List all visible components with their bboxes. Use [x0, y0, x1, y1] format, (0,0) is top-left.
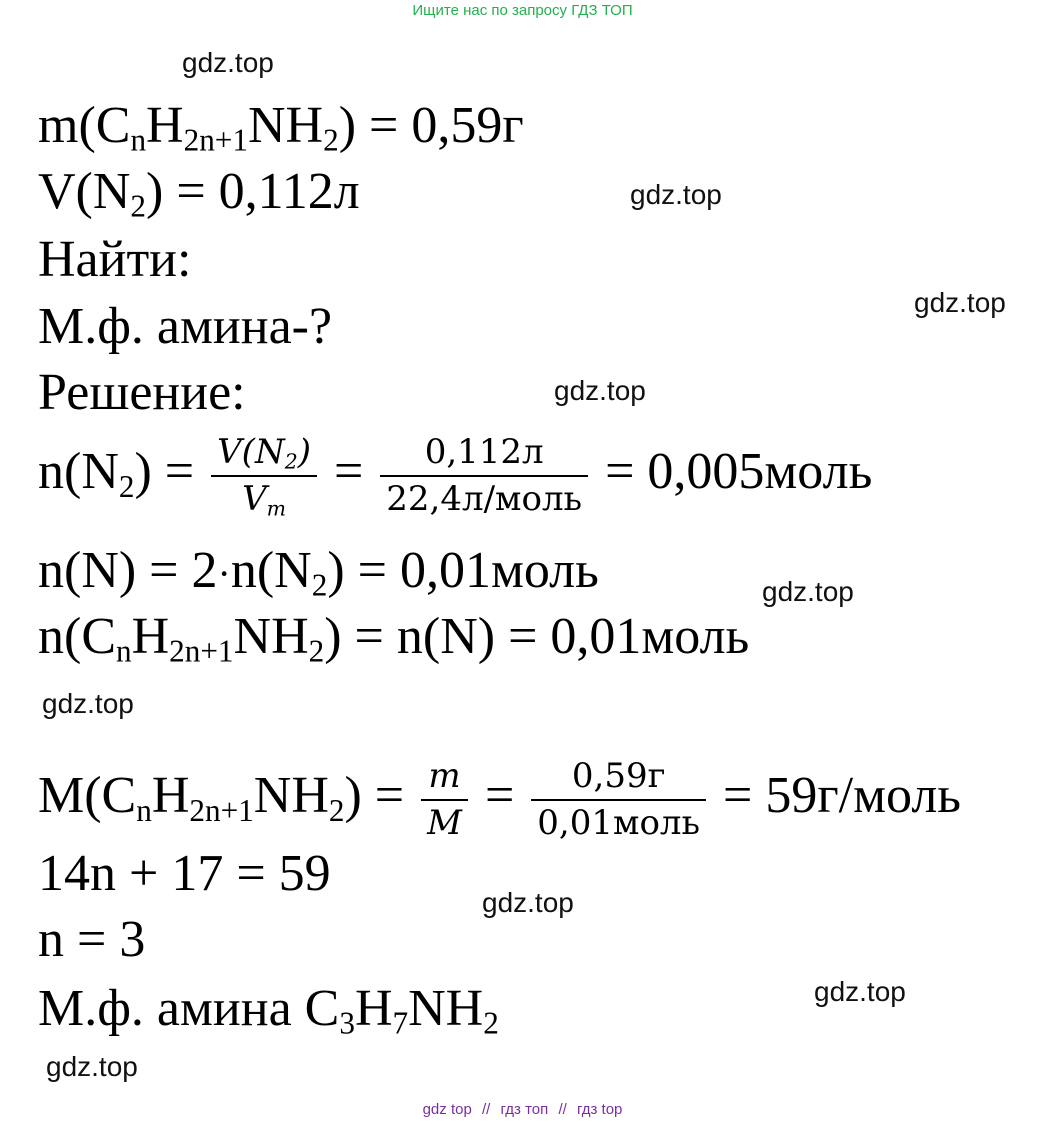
- watermark: gdz.top: [46, 1051, 138, 1082]
- footer-link-gdz-top-mixed[interactable]: гдз top: [576, 1101, 623, 1118]
- step-molar-mass: $M(C_nH_{2n+1}NH_2)$ = $\frac{m}{M}$ = $\frac{0,59г}{\text{0,01моль}}$ = 59г/моль: [38, 756, 962, 844]
- given-volume: $V(N_2) = 0,112л$: [38, 163, 360, 224]
- fraction-volume-over-molar-volume: $\frac{V(N_2)}{V_m}$: [211, 433, 317, 519]
- watermark: gdz.top: [630, 179, 722, 210]
- watermark: gdz.top: [814, 976, 906, 1007]
- step-amine-moles: $n(C_nH_{2n+1}NH_2) = n(N)$ = 0,01моль: [38, 608, 750, 669]
- find-label: Найти:: [38, 231, 192, 288]
- fraction-mass-over-moles: $\frac{m}{M}$: [421, 757, 468, 843]
- watermark: gdz.top: [554, 375, 646, 406]
- footer-links: [0, 1101, 1045, 1118]
- footer-link-gdz-top[interactable]: gdz top: [422, 1101, 472, 1118]
- step-nitrogen-moles: $n(N_2)$ = $\frac{V(N_2)}{V_m}$ = $\frac{0,112л}{\text{22,4л/моль}}$ = 0,005моль: [38, 432, 873, 521]
- watermark: gdz.top: [182, 47, 274, 78]
- watermark: gdz.top: [42, 688, 134, 719]
- search-banner: Ищите нас по запросу ГДЗ ТОП: [412, 2, 633, 19]
- solution-label: Решение:: [38, 364, 246, 421]
- step-atomic-nitrogen: $n(N) = 2\cdot n(N_2)$ = 0,01моль: [38, 542, 599, 603]
- fraction-numeric-mass: $\frac{0,59г}{\text{0,01моль}}$: [531, 757, 706, 843]
- footer-separator: //: [481, 1101, 491, 1118]
- step-equation: 14n + 17 = 59: [38, 845, 331, 902]
- watermark: gdz.top: [914, 287, 1006, 318]
- watermark: gdz.top: [482, 887, 574, 918]
- find-text: М.ф. амина-?: [38, 298, 333, 355]
- given-mass: $m(C_nH_{2n+1}NH_2) = 0,59г$: [38, 97, 524, 158]
- step-n-value: n = 3: [38, 911, 146, 968]
- footer-separator: //: [558, 1101, 567, 1118]
- footer-link-gdz-top-ru[interactable]: гдз топ: [500, 1101, 549, 1118]
- answer-formula: М.ф. амина $C_3H_7NH_2$: [38, 980, 499, 1041]
- watermark: gdz.top: [762, 576, 854, 607]
- fraction-numeric-volume: $\frac{0,112л}{\text{22,4л/моль}}$: [380, 433, 588, 519]
